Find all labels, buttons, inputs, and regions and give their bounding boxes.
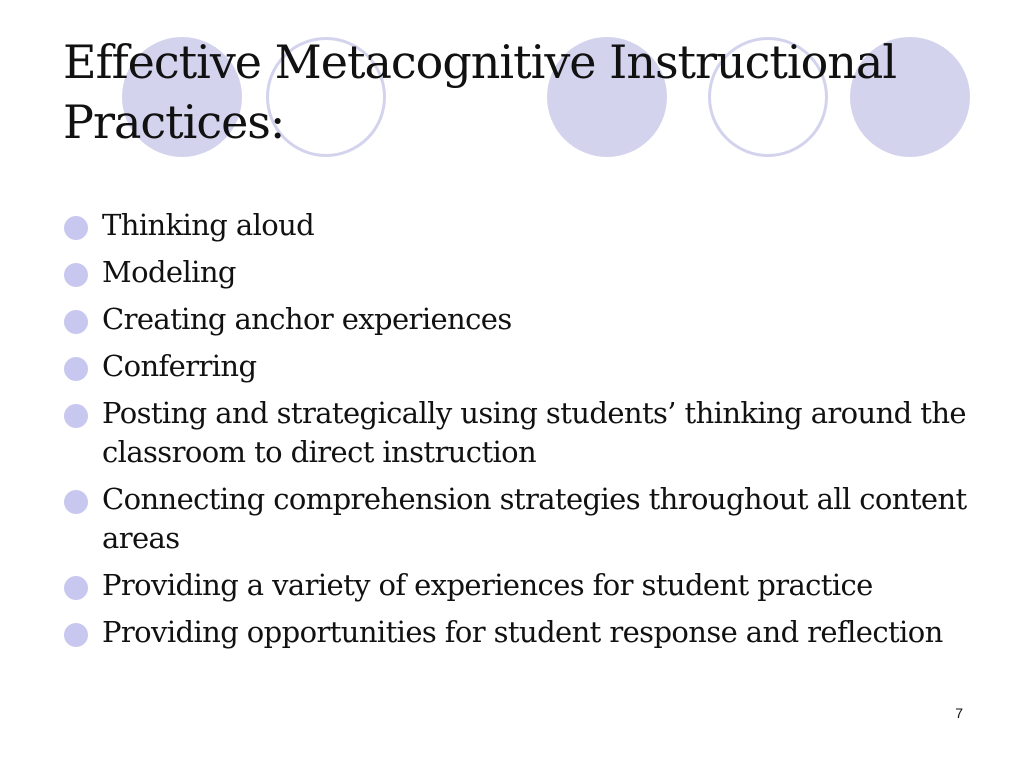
page-number: 7 bbox=[955, 705, 963, 721]
bullet-text: Creating anchor experiences bbox=[102, 302, 512, 336]
bullet-dot-icon bbox=[64, 623, 88, 647]
bullet-item bbox=[64, 566, 984, 605]
bullet-dot-icon bbox=[64, 490, 88, 514]
bullet-dot-icon bbox=[64, 357, 88, 381]
slide-title: Effective Metacognitive Instructional Practices: bbox=[63, 35, 897, 149]
bullet-item bbox=[64, 253, 984, 292]
bullet-text: Providing a variety of experiences for student practice bbox=[102, 568, 873, 602]
bullet-dot-icon bbox=[64, 310, 88, 334]
bullet-item bbox=[64, 206, 984, 245]
bullet-item bbox=[64, 613, 984, 652]
bullet-text: Modeling bbox=[102, 255, 236, 289]
bullet-item bbox=[64, 394, 984, 472]
bullet-item bbox=[64, 347, 984, 386]
bullet-item bbox=[64, 300, 984, 339]
bullet-text: Connecting comprehension strategies throughout all content areas bbox=[102, 482, 967, 555]
bullet-text: Conferring bbox=[102, 349, 257, 383]
bullet-dot-icon bbox=[64, 216, 88, 240]
bullet-dot-icon bbox=[64, 576, 88, 600]
bullet-dot-icon bbox=[64, 263, 88, 287]
bullet-item bbox=[64, 480, 984, 558]
bullet-text: Posting and strategically using students’ thinking around the classroom to direct instruction bbox=[102, 396, 966, 469]
bullet-text: Providing opportunities for student response and reflection bbox=[102, 615, 943, 649]
bullet-list bbox=[64, 206, 984, 660]
bullet-text: Thinking aloud bbox=[102, 208, 315, 242]
bullet-dot-icon bbox=[64, 404, 88, 428]
